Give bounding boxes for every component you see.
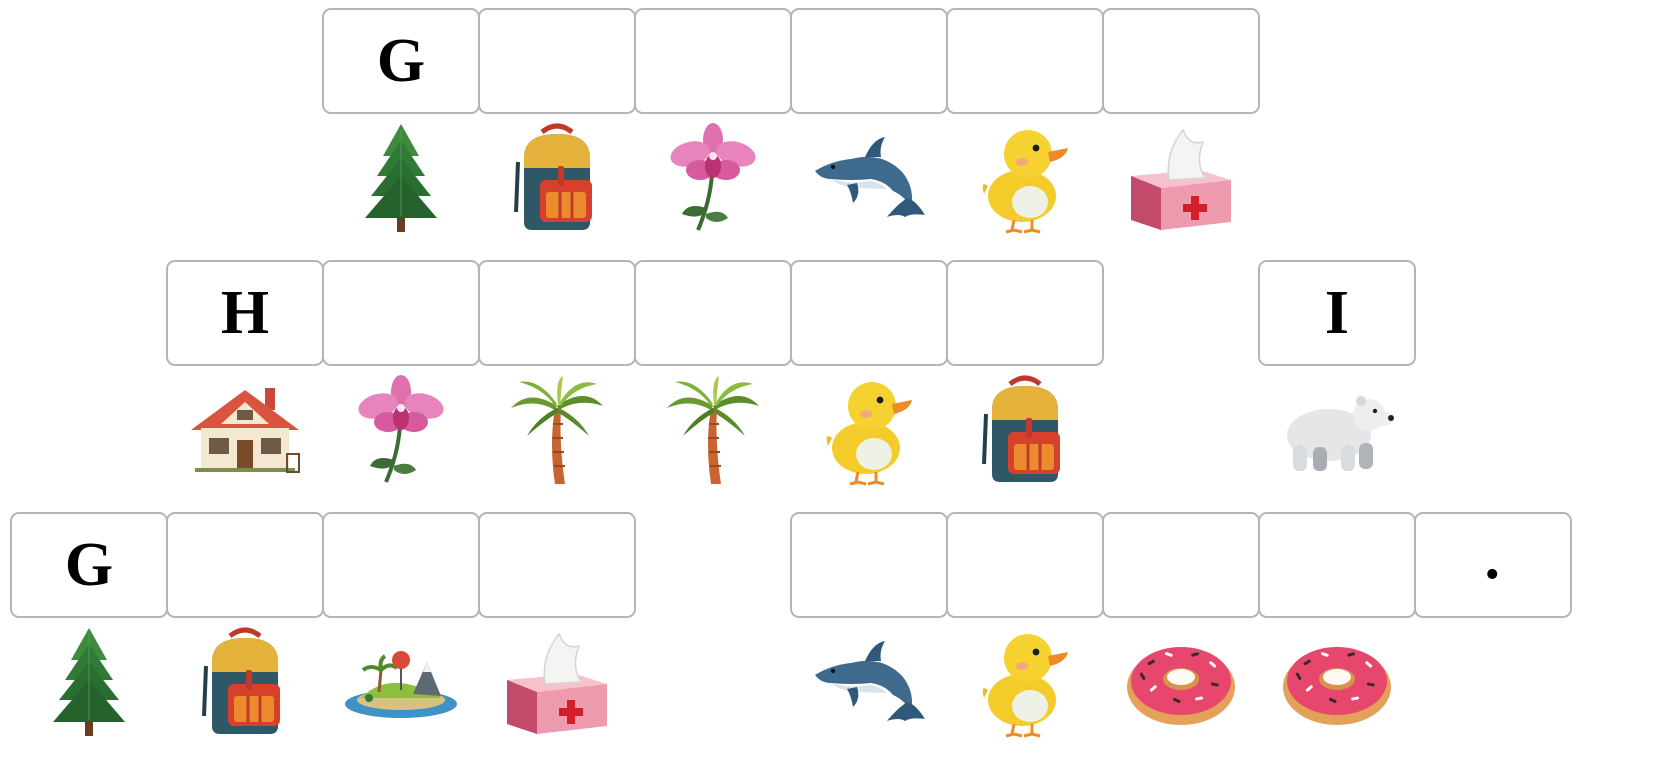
duckling-icon — [790, 370, 948, 490]
tree-icon — [10, 622, 168, 742]
letter-box[interactable]: H — [166, 260, 324, 366]
letter-box[interactable] — [478, 260, 636, 366]
donut-icon — [1258, 622, 1416, 742]
orchid-icon — [322, 370, 480, 490]
backpack-icon — [166, 622, 324, 742]
house-icon — [166, 370, 324, 490]
letter-box[interactable] — [634, 8, 792, 114]
letter-box[interactable] — [946, 260, 1104, 366]
island-icon — [322, 622, 480, 742]
duckling-icon — [946, 118, 1104, 238]
letter-box[interactable]: G — [10, 512, 168, 618]
letter-box[interactable] — [790, 260, 948, 366]
letter-box[interactable] — [322, 512, 480, 618]
donut-icon — [1102, 622, 1260, 742]
letter-box[interactable]: . — [1414, 512, 1572, 618]
palm-tree-icon — [478, 370, 636, 490]
palm-tree-icon — [634, 370, 792, 490]
letter-box[interactable] — [478, 8, 636, 114]
duckling-icon — [946, 622, 1104, 742]
letter-box[interactable] — [946, 8, 1104, 114]
letter-box[interactable] — [946, 512, 1104, 618]
letter-box[interactable]: I — [1258, 260, 1416, 366]
letter-box[interactable]: G — [322, 8, 480, 114]
tissue-box-icon — [1102, 118, 1260, 238]
letter-box[interactable] — [322, 260, 480, 366]
backpack-icon — [478, 118, 636, 238]
polar-bear-icon — [1258, 370, 1416, 490]
backpack-icon — [946, 370, 1104, 490]
dolphin-icon — [790, 622, 948, 742]
letter-box[interactable] — [1258, 512, 1416, 618]
letter-box[interactable] — [1102, 512, 1260, 618]
dolphin-icon — [790, 118, 948, 238]
tree-icon — [322, 118, 480, 238]
letter-box[interactable] — [634, 260, 792, 366]
letter-box[interactable] — [1102, 8, 1260, 114]
letter-box[interactable] — [790, 8, 948, 114]
letter-box[interactable] — [790, 512, 948, 618]
letter-box[interactable] — [478, 512, 636, 618]
letter-box[interactable] — [166, 512, 324, 618]
orchid-icon — [634, 118, 792, 238]
tissue-box-icon — [478, 622, 636, 742]
